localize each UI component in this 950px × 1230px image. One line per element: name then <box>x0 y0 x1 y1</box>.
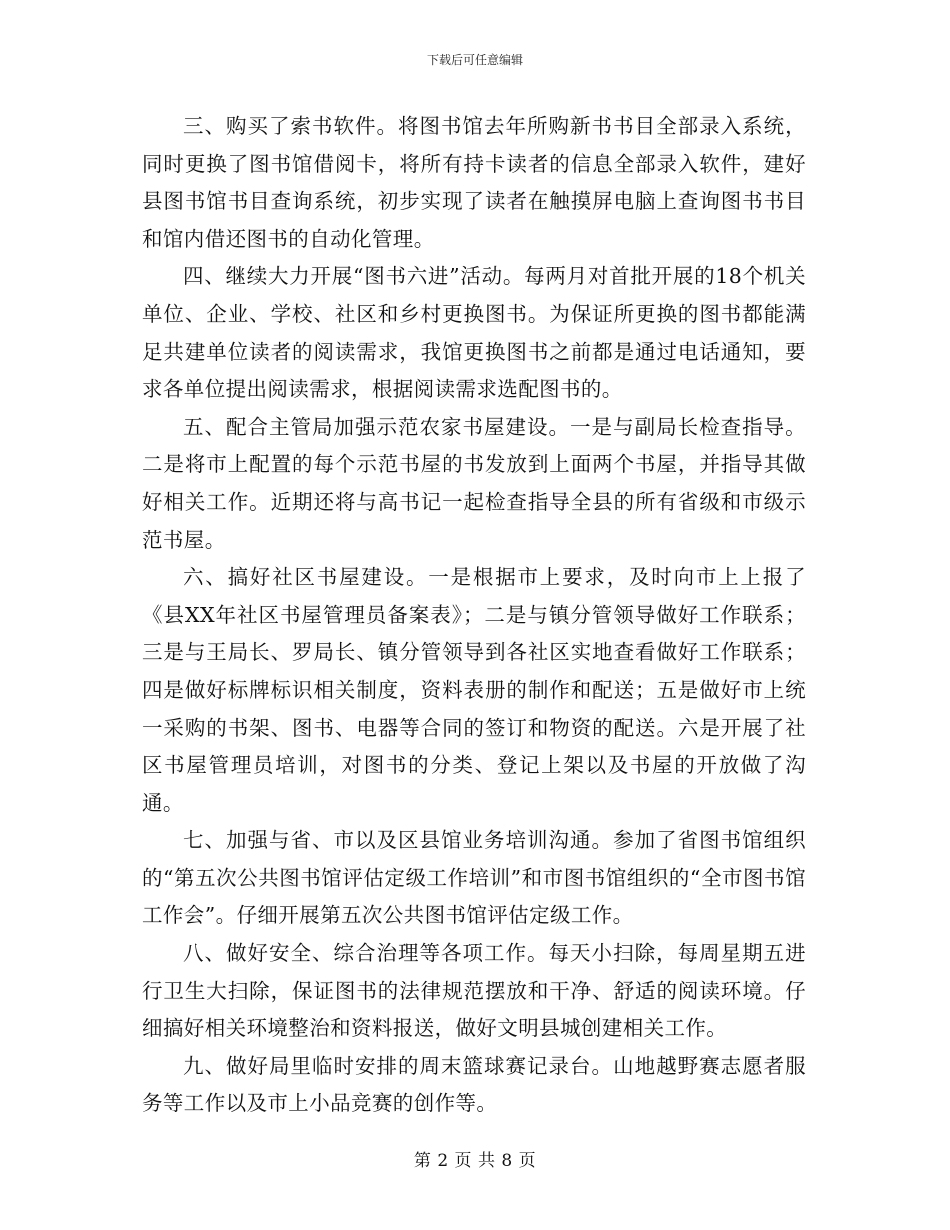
paragraph-9: 九、做好局里临时安排的周末篮球赛记录台。山地越野赛志愿者服务等工作以及市上小品竞赛的创作等。 <box>142 1053 806 1116</box>
paragraph-4: 四、继续大力开展“图书六进”活动。每两月对首批开展的18个机关单位、企业、学校、社区和乡村更换图书。为保证所更换的图书都能满足共建单位读者的阅读需求，我馆更换图书之前都是通过电话通知，要求各单位提出阅读需求，根据阅读需求选配图书的。 <box>142 264 806 402</box>
paragraph-8: 八、做好安全、综合治理等各项工作。每天小扫除，每周星期五进行卫生大扫除，保证图书的法律规范摆放和干净、舒适的阅读环境。仔细搞好相关环境整治和资料报送，做好文明县城创建相关工作。 <box>142 941 806 1041</box>
page-number-footer: 第 2 页 共 8 页 <box>413 1151 537 1171</box>
document-body <box>142 108 806 1123</box>
paragraph-7: 七、加强与省、市以及区县馆业务培训沟通。参加了省图书馆组织的“第五次公共图书馆评估定级工作培训”和市图书馆组织的“全市图书馆工作会”。仔细开展第五次公共图书馆评估定级工作。 <box>142 828 806 928</box>
paragraph-3: 三、购买了索书软件。将图书馆去年所购新书书目全部录入系统，同时更换了图书馆借阅卡，将所有持卡读者的信息全部录入软件，建好县图书馆书目查询系统，初步实现了读者在触摸屏电脑上查询图书书目和馆内借还图书的自动化管理。 <box>142 114 806 251</box>
paragraph-6: 六、搞好社区书屋建设。一是根据市上要求，及时向市上上报了《县XX年社区书屋管理员备案表》；二是与镇分管领导做好工作联系；三是与王局长、罗局长、镇分管领导到各社区实地查看做好工作联系；四是做好标牌标识相关制度，资料表册的制作和配送；五是做好市上统一采购的书架、图书、电器等合同的签订和物资的配送。六是开展了社区书屋管理员培训，对图书的分类、登记上架以及书屋的开放做了沟通。 <box>142 565 806 815</box>
page-header: 下载后可任意编辑 <box>426 53 523 67</box>
paragraph-5: 五、配合主管局加强示范农家书屋建设。一是与副局长检查指导。二是将市上配置的每个示范书屋的书发放到上面两个书屋，并指导其做好相关工作。近期还将与高书记一起检查指导全县的所有省级和市级示范书屋。 <box>142 414 806 552</box>
